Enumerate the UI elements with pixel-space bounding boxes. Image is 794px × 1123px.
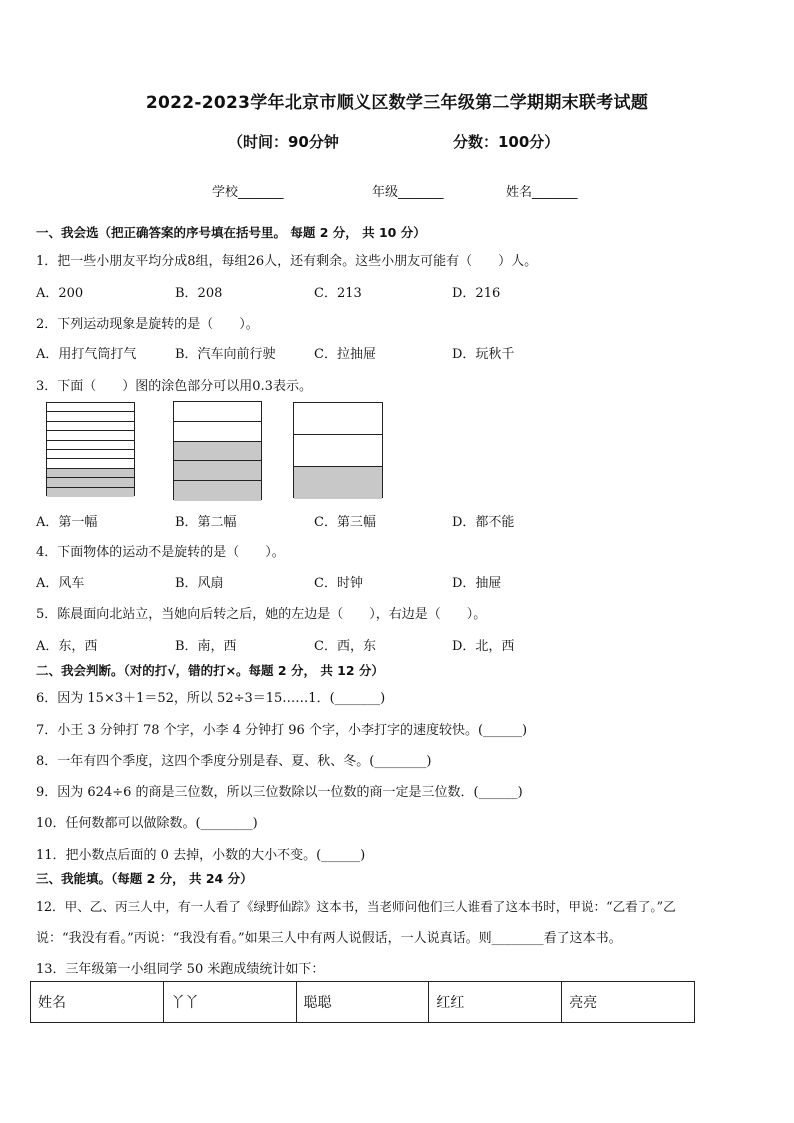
question-10: 10．任何数都可以做除数。(________) [36,816,258,831]
q4-option-d: D．抽屉 [452,576,502,591]
q1-option-b: B．208 [175,286,223,301]
school-field: 学校_______ [212,185,284,200]
exam-score: 分数：100分） [453,133,560,151]
section-3-heading: 三、我能填。（每题 2 分， 共 24 分） [36,871,253,886]
section-2-heading: 二、我会判断。（对的打√，错的打×。每题 2 分， 共 12 分） [36,663,384,678]
q3-option-d: D．都不能 [452,515,515,530]
question-13: 13．三年级第一小组同学 50 米跑成绩统计如下： [36,962,325,977]
q2-option-c: C．拉抽屉 [314,347,376,362]
q3-option-b: B．第二幅 [175,515,237,530]
name-field: 姓名_______ [506,185,578,200]
q2-option-b: B．汽车向前行驶 [175,347,276,362]
figure-1-tenths [46,402,135,496]
question-12-line-2: 说：“我没有看。”丙说：“我没有看。”如果三人中有两人说假话，一人说真话。则________看了这本书。 [36,931,622,946]
question-2: 2．下列运动现象是旋转的是（ ）。 [36,317,259,332]
q3-option-c: C．第三幅 [314,515,376,530]
q1-option-a: A．200 [36,286,84,301]
table-cell: 丫丫 [163,982,296,1023]
q1-option-c: C．213 [314,286,362,301]
q5-option-b: B．南，西 [175,639,237,654]
section-1-heading: 一、我会选（把正确答案的序号填在括号里。 每题 2 分， 共 10 分） [36,225,426,240]
question-3: 3．下面（ ）图的涂色部分可以用0.3表示。 [36,379,312,394]
page-title: 2022-2023学年北京市顺义区数学三年级第二学期期末联考试题 [145,93,649,113]
q4-option-b: B．风扇 [175,576,224,591]
q5-option-d: D．北，西 [452,639,515,654]
q2-option-d: D．玩秋千 [452,347,515,362]
table-cell: 亮亮 [562,982,695,1023]
table-cell-name-header: 姓名 [31,982,164,1023]
table-cell: 红红 [429,982,562,1023]
q2-option-a: A．用打气筒打气 [36,347,137,362]
figure-2-fifths [173,401,262,500]
grade-field: 年级_______ [372,185,444,200]
q5-option-c: C．西，东 [314,639,376,654]
question-7: 7．小王 3 分钟打 78 个字，小李 4 分钟打 96 个字，小李打字的速度较快。(______) [36,723,528,738]
figure-3-thirds [293,402,383,498]
question-5: 5．陈晨面向北站立，当她向后转之后，她的左边是（ ），右边是（ ）。 [36,607,487,622]
question-11: 11．把小数点后面的 0 去掉，小数的大小不变。(______) [36,848,366,863]
results-table [30,981,695,1023]
q5-option-a: A．东，西 [36,639,98,654]
question-12-line-1: 12．甲、乙、丙三人中，有一人看了《绿野仙踪》这本书，当老师问他们三人谁看了这本书时，甲说：“乙看了。”乙 [36,899,676,914]
table-row [31,982,695,1023]
question-8: 8．一年有四个季度，这四个季度分别是春、夏、秋、冬。(________) [36,754,432,769]
q3-option-a: A．第一幅 [36,515,98,530]
q1-option-d: D．216 [452,286,501,301]
question-1: 1．把一些小朋友平均分成8组，每组26人，还有剩余。这些小朋友可能有（ ）人。 [36,254,538,269]
q4-option-a: A．风车 [36,576,85,591]
q4-option-c: C．时钟 [314,576,363,591]
table-cell: 聪聪 [296,982,429,1023]
exam-time: （时间：90分钟 [228,133,339,151]
question-9: 9．因为 624÷6 的商是三位数，所以三位数除以一位数的商一定是三位数．(______) [36,785,523,800]
question-6: 6．因为 15×3＋1＝52，所以 52÷3＝15……1．(_______) [36,691,386,706]
question-4: 4．下面物体的运动不是旋转的是（ ）。 [36,545,285,560]
